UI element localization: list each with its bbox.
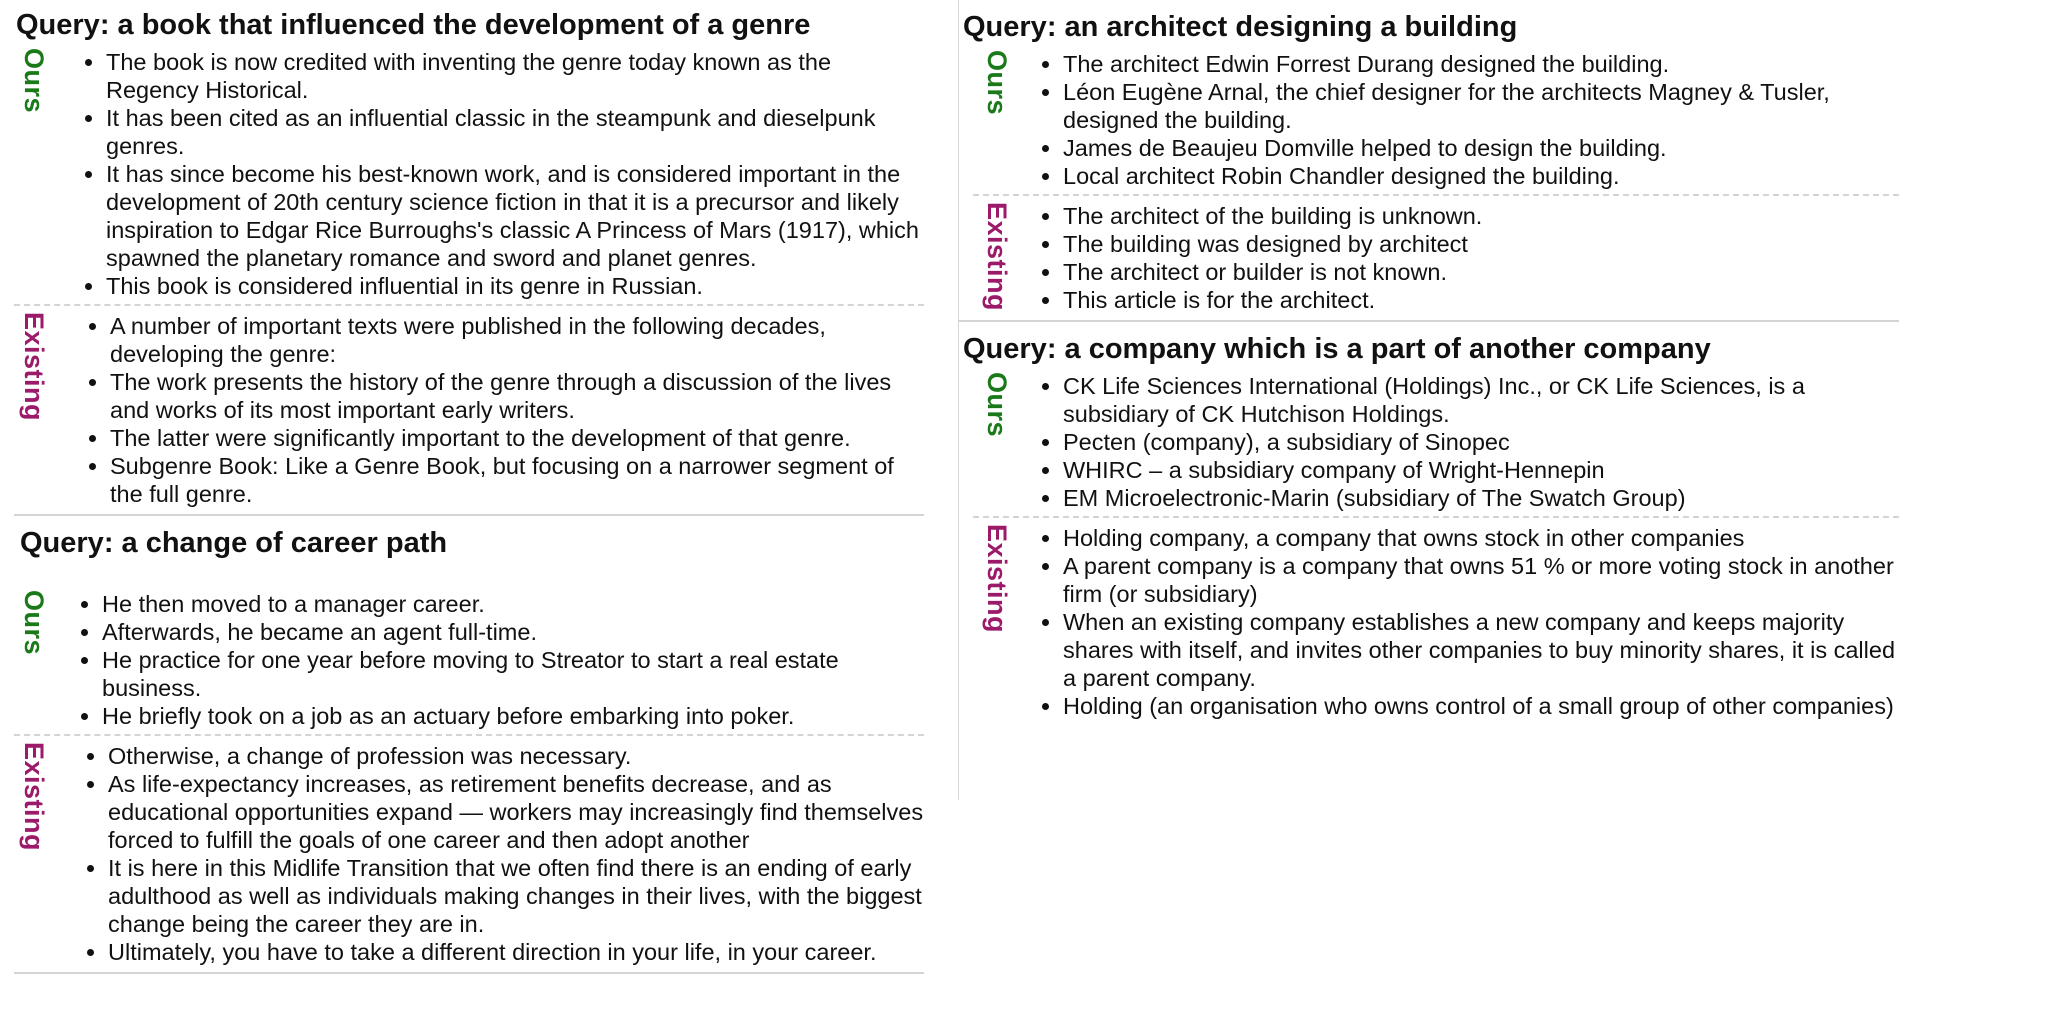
list-item: • The architect or builder is not known. <box>1063 258 1899 286</box>
existing-list <box>959 524 1899 720</box>
query-title: Query: an architect designing a building <box>963 11 1518 43</box>
existing-list <box>959 202 1899 314</box>
list-item: • He then moved to a manager career. <box>102 590 924 618</box>
list-item: • Holding company, a company that owns stock in other companies <box>1063 524 1899 552</box>
ours-section <box>959 372 1899 512</box>
right-column <box>958 0 1899 800</box>
list-item: • Holding (an organisation who owns control of a small group of other companies) <box>1063 692 1899 720</box>
query-title: Query: a change of career path <box>20 527 448 559</box>
existing-section <box>959 202 1899 314</box>
existing-section <box>14 742 924 966</box>
list-item: • The latter were significantly important to the development of that genre. <box>110 424 924 452</box>
ours-list <box>14 590 924 730</box>
ours-section <box>14 590 924 730</box>
divider <box>14 304 924 306</box>
query-title: Query: a book that influenced the development of a genre <box>16 9 811 41</box>
list-item: • The book is now credited with inventing the genre today known as the Regency Historical. <box>106 48 924 104</box>
list-item: • CK Life Sciences International (Holdings) Inc., or CK Life Sciences, is a subsidiary of CK Hutchison Holdings. <box>1063 372 1899 428</box>
separator <box>14 514 924 516</box>
list-item: • Otherwise, a change of profession was necessary. <box>108 742 924 770</box>
ours-label: Ours <box>982 50 1012 116</box>
list-item: • James de Beaujeu Domville helped to design the building. <box>1063 134 1899 162</box>
divider <box>973 194 1899 196</box>
existing-list <box>14 312 924 508</box>
ours-label: Ours <box>982 372 1012 438</box>
list-item: • A parent company is a company that owns 51 % or more voting stock in another firm (or subsidiary) <box>1063 552 1899 608</box>
existing-label: Existing <box>982 202 1012 312</box>
existing-label: Existing <box>19 312 49 422</box>
list-item: • WHIRC – a subsidiary company of Wright-Hennepin <box>1063 456 1899 484</box>
query-block-career <box>14 526 924 974</box>
ours-section <box>14 48 924 300</box>
list-item: • Afterwards, he became an agent full-time. <box>102 618 924 646</box>
query-block-company <box>959 332 1899 720</box>
list-item: • He practice for one year before moving to Streator to start a real estate business. <box>102 646 924 702</box>
separator <box>14 972 924 974</box>
ours-label: Ours <box>19 590 49 656</box>
left-column <box>14 0 924 974</box>
list-item: • Local architect Robin Chandler designed the building. <box>1063 162 1899 190</box>
ours-section <box>959 50 1899 190</box>
ours-label: Ours <box>19 48 49 114</box>
separator <box>959 320 1899 322</box>
divider <box>14 734 924 736</box>
list-item: • It is here in this Midlife Transition that we often find there is an ending of early adulthood as well as individuals making changes in their lives, with the biggest change being the career they are in. <box>108 854 924 938</box>
list-item: • The architect Edwin Forrest Durang designed the building. <box>1063 50 1899 78</box>
query-block-genre <box>14 8 924 516</box>
existing-label: Existing <box>19 742 49 852</box>
list-item: • He briefly took on a job as an actuary before embarking into poker. <box>102 702 924 730</box>
list-item: • As life-expectancy increases, as retirement benefits decrease, and as educational opportunities expand — workers may increasingly find themselves forced to fulfill the goals of one career and then adopt another <box>108 770 924 854</box>
list-item: • The architect of the building is unknown. <box>1063 202 1899 230</box>
ours-list <box>959 50 1899 190</box>
list-item: • Léon Eugène Arnal, the chief designer for the architects Magney & Tusler, designed the building. <box>1063 78 1899 134</box>
list-item: • Ultimately, you have to take a different direction in your life, in your career. <box>108 938 924 966</box>
list-item: • Pecten (company), a subsidiary of Sinopec <box>1063 428 1899 456</box>
list-item: • It has been cited as an influential classic in the steampunk and dieselpunk genres. <box>106 104 924 160</box>
existing-section <box>14 312 924 508</box>
list-item: • The work presents the history of the genre through a discussion of the lives and works of its most important early writers. <box>110 368 924 424</box>
query-title: Query: a company which is a part of another company <box>963 333 1711 365</box>
list-item: • This article is for the architect. <box>1063 286 1899 314</box>
list-item: • A number of important texts were published in the following decades, developing the genre: <box>110 312 924 368</box>
existing-section <box>959 524 1899 720</box>
existing-label: Existing <box>982 524 1012 634</box>
list-item: • EM Microelectronic-Marin (subsidiary of The Swatch Group) <box>1063 484 1899 512</box>
existing-list <box>14 742 924 966</box>
query-block-architect <box>959 10 1899 322</box>
list-item: • It has since become his best-known work, and is considered important in the development of 20th century science fiction in that it is a precursor and likely inspiration to Edgar Rice Burroughs's classic A Princess of Mars (1917), which spawned the planetary romance and sword and planet genres. <box>106 160 924 272</box>
list-item: • Subgenre Book: Like a Genre Book, but focusing on a narrower segment of the full genre. <box>110 452 924 508</box>
divider <box>973 516 1899 518</box>
ours-list <box>14 48 924 300</box>
list-item: • The building was designed by architect <box>1063 230 1899 258</box>
list-item: • When an existing company establishes a new company and keeps majority shares with itself, and invites other companies to buy minority shares, it is called a parent company. <box>1063 608 1899 692</box>
list-item: • This book is considered influential in its genre in Russian. <box>106 272 924 300</box>
ours-list <box>959 372 1899 512</box>
